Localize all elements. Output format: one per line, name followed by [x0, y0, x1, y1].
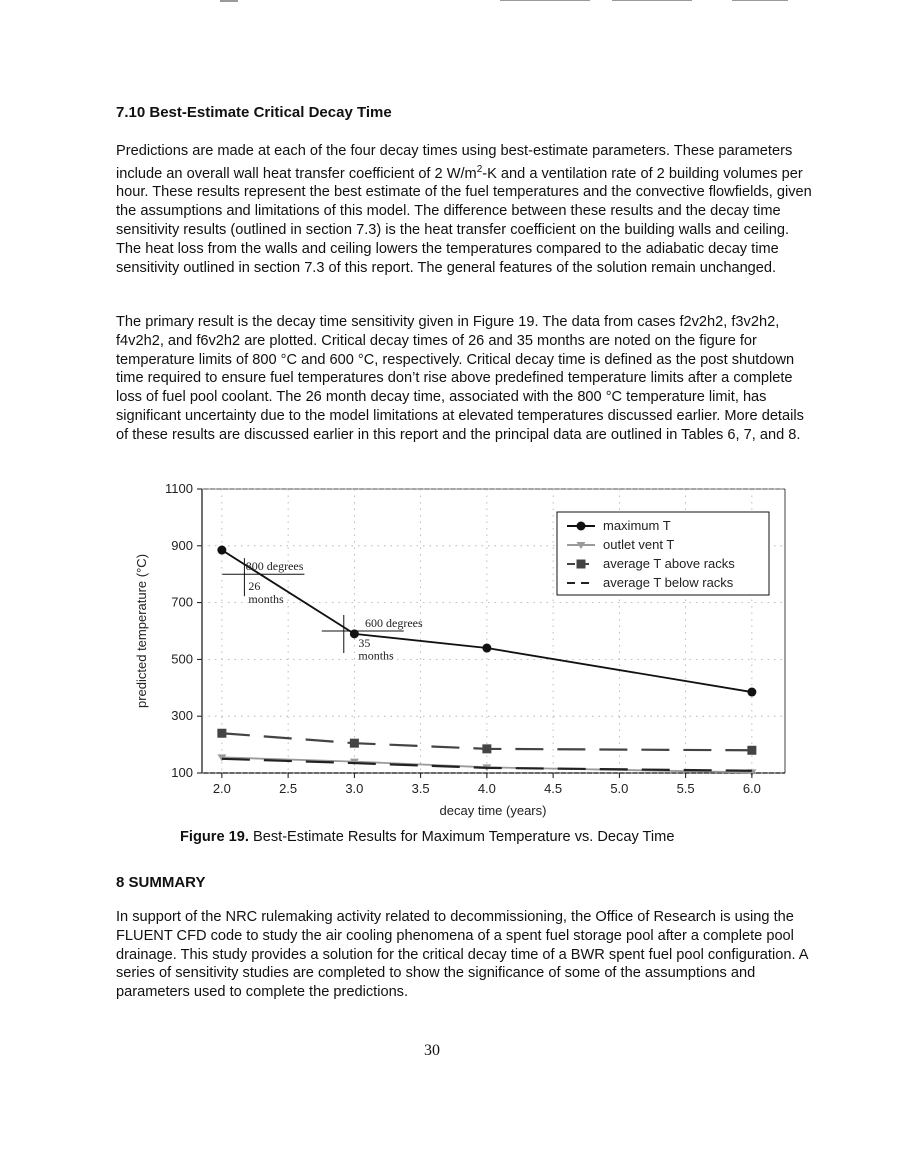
body-paragraph: The primary result is the decay time sensitivity given in Figure 19. The data from cases f2v2h2, f3v2h2, f4v2h2, and f6v2h2 are plotted. Critical decay times of 26 and 35 months are noted on the figure for temperature limits of 800 °C and 600 °C, respectively. Critical decay time is defined as the post shutdown time required to ensure fuel temperatures don’t rise above predefined temperature limits after a complete loss of fuel pool coolant. The 26 month decay time, associated with the 800 °C temperature limit, has significant uncertainty due to the model limitations at elevated temperatures discussed earlier. More details of these results are discussed earlier in this report and the principal data are outlined in Tables 6, 7, and 8. [116, 314, 804, 443]
figure-caption-text: Best-Estimate Results for Maximum Temperature vs. Decay Time [248, 829, 675, 845]
body-paragraph [116, 142, 816, 277]
data-point-square [350, 739, 359, 748]
x-tick-label: 2.0 [212, 781, 231, 796]
data-point-circle [747, 688, 756, 697]
chart-legend [557, 512, 769, 595]
scan-artifact [500, 0, 590, 1]
x-tick-label: 5.0 [610, 781, 629, 796]
data-point-square [577, 560, 586, 569]
y-tick-label: 1100 [165, 481, 193, 496]
annotation-label: 800 degrees [245, 559, 304, 574]
annotation-layer [246, 559, 423, 662]
legend-label: average T below racks [603, 575, 734, 590]
scan-artifact [612, 0, 692, 1]
figure-caption [180, 828, 674, 847]
series-average-t-above-racks [217, 729, 756, 755]
section-heading: 8 SUMMARY [116, 874, 206, 891]
annotation-label: months [358, 648, 394, 663]
body-paragraph: In support of the NRC rulemaking activity related to decommissioning, the Office of Research is using the FLUENT CFD code to study the air cooling phenomena of a spent fuel storage pool after a complete pool drainage. This study provides a solution for the critical decay time of a BWR spent fuel pool configuration. A series of sensitivity studies are completed to show the significance of some of the assumptions and parameters used to complete the predictions. [116, 909, 808, 1001]
data-point-square [482, 744, 491, 753]
x-tick-label: 3.5 [411, 781, 430, 796]
superscript: 2 [476, 163, 483, 175]
x-tick-label: 4.5 [544, 781, 563, 796]
section-heading: 7.10 Best-Estimate Critical Decay Time [116, 104, 392, 121]
x-tick-label: 5.5 [676, 781, 695, 796]
paragraph-text: Predictions are made at each of the four decay times using best-estimate parameters. These parameters include an overall wall heat transfer coefficient of 2 W/m [116, 143, 793, 182]
x-tick-label: 3.0 [345, 781, 364, 796]
scan-artifact [732, 0, 788, 1]
temperature-chart [120, 478, 800, 818]
y-tick-label: 900 [171, 537, 193, 553]
figure-caption-label: Figure 19. [180, 829, 249, 845]
annotation-label: 26 [248, 579, 261, 594]
data-point-circle [217, 546, 226, 555]
legend-label: average T above racks [603, 556, 735, 571]
annotation-label: months [248, 591, 284, 606]
x-tick-label: 6.0 [742, 781, 761, 796]
page-number: 30 [424, 1042, 440, 1059]
legend-label: outlet vent T [603, 537, 675, 552]
data-point-square [747, 746, 756, 755]
y-tick-label: 500 [171, 651, 193, 667]
y-tick-label: 700 [171, 594, 193, 610]
y-tick-label: 100 [171, 765, 193, 780]
annotation-label: 600 degrees [365, 616, 423, 630]
legend-label: maximum T [603, 518, 671, 533]
data-point-circle [482, 644, 491, 653]
data-point-square [217, 729, 226, 738]
x-tick-label: 2.5 [279, 781, 298, 796]
annotation-label: 35 [358, 635, 371, 650]
scan-artifact [220, 0, 238, 2]
y-axis-label: predicted temperature (°C) [134, 553, 149, 709]
data-point-circle [577, 522, 586, 531]
paragraph-text: -K and a ventilation rate of 2 building volumes per hour. These results represent the best estimate of the fuel temperatures and the convective flowfields, given the assumptions and limitations of this model. The difference between these results and the decay time sensitivity results (outlined in section 7.3) is the heat transfer coefficient on the building walls and ceiling. The heat loss from the walls and ceiling lowers the temperatures compared to the adiabatic decay time sensitivity outlined in section 7.3 of this report. The general features of the solution remain unchanged. [116, 165, 812, 276]
x-tick-label: 4.0 [477, 781, 496, 796]
y-tick-label: 300 [171, 708, 193, 724]
x-axis-label: decay time (years) [439, 803, 547, 818]
